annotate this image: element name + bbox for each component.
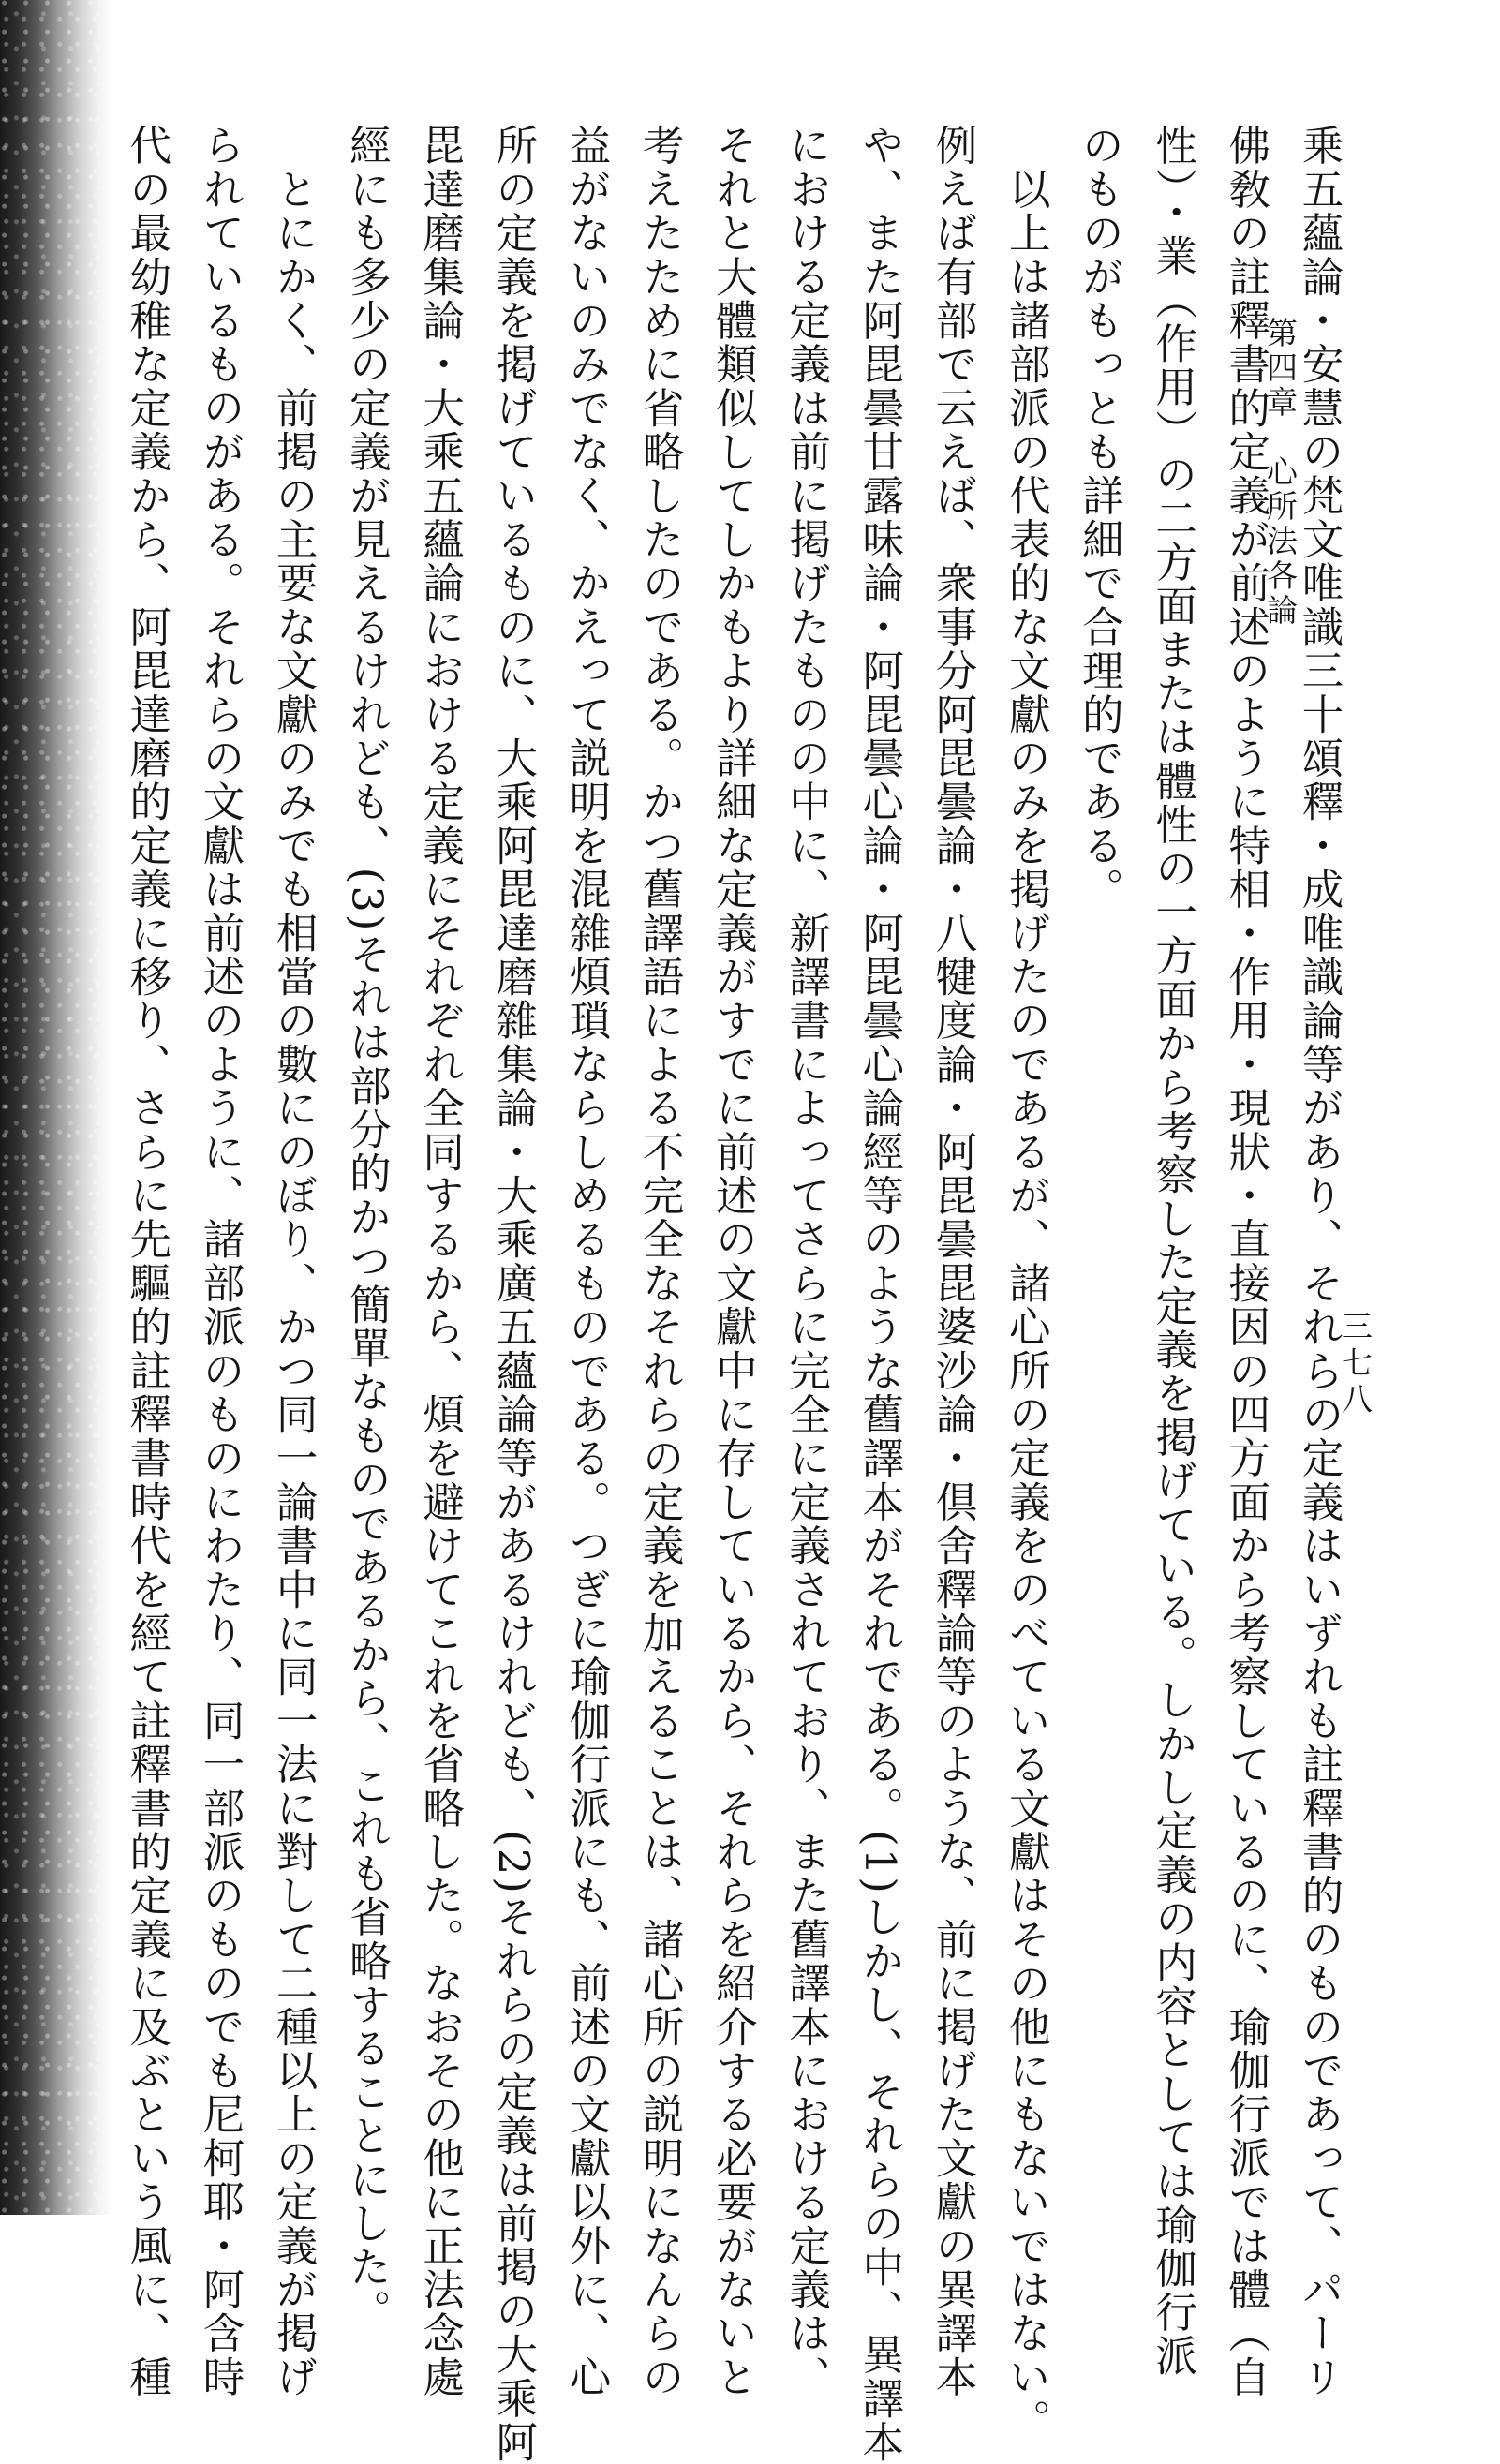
body-text	[110, 124, 1355, 2464]
text-line: 乗五蘊論・安慧の梵文唯識三十頌釋・成唯識論等があり、それらの定義はいずれも註釋書的のものであって、パーリ	[1295, 124, 1343, 2399]
text-line: 益がないのみでなく、かえって説明を混雜煩瑣ならしめるものである。つぎに瑜伽行派にも、前述の文獻以外に、心	[561, 124, 610, 2399]
text-line: 考えたために省略したのである。かつ舊譯語による不完全なそれらの定義を加えることは、諸心所の説明になんらの	[635, 124, 684, 2399]
text-line: それと大體類似してしかもより詳細な定義がすでに前述の文獻中に存しているから、それらを紹介する必要がないと	[708, 124, 757, 2399]
chapter-title: 第四章 心所法各論	[1262, 317, 1299, 629]
text-line: や、また阿毘曇甘露味論・阿毘曇心論・阿毘曇心論經等のような舊譯本がそれである。(1)しかし、それらの中、異譯本	[854, 124, 903, 2464]
text-line: 例えば有部で云えば、衆事分阿毘曇論・八犍度論・阿毘曇毘婆沙論・倶舍釋論等のような、前に掲げた文獻の異譯本	[928, 124, 976, 2399]
text-line: 所の定義を掲げているものに、大乘阿毘達磨雜集論・大乘廣五蘊論等があるけれども、(2)それらの定義は前掲の大乘阿	[488, 124, 537, 2464]
text-line: 代の最幼稚な定義から、阿毘達磨的定義に移り、さらに先驅的註釋書時代を經て註釋書的定義に及ぶという風に、種	[122, 124, 171, 2399]
text-line: のものがもっとも詳細で合理的である。	[1075, 124, 1123, 912]
page-number: 三七八	[1337, 1310, 1374, 1419]
text-line: られているものがある。それらの文獻は前述のように、諸部派のものにわたり、同一部派のものでも尼柯耶・阿含時	[195, 124, 244, 2399]
text-line: とにかく、前掲の主要な文獻のみでも相當の數にのぼり、かつ同一論書中に同一法に對して二種以上の定義が掲げ	[269, 124, 318, 2399]
text-line: 經にも多少の定義が見えるけれども、(3)それは部分的かつ簡單なものであるから、これも省略することにした。	[342, 124, 391, 2333]
text-line: 毘達磨集論・大乘五蘊論における定義にそれぞれ全同するから、煩を避けてこれを省略した。なおその他に正法念處	[415, 124, 464, 2399]
text-line: 性）・業（作用）の二方面または體性の一方面から考察した定義を掲げている。しかし定義の内容としては瑜伽行派	[1148, 124, 1196, 2379]
text-line: における定義は前に掲げたものの中に、新譯書によってさらに完全に定義されており、また舊譯本における定義は、	[781, 124, 830, 2399]
text-line: 以上は諸部派の代表的な文獻のみを掲げたのであるが、諸心所の定義をのべている文獻はその他にもないではない。	[1002, 124, 1050, 2443]
scan-gutter-texture	[0, 0, 112, 2215]
text-line: 佛敎の註釋書的定義が前述のように特相・作用・現狀・直接因の四方面から考察しているのに、瑜伽行派では體（自	[1221, 124, 1270, 2399]
